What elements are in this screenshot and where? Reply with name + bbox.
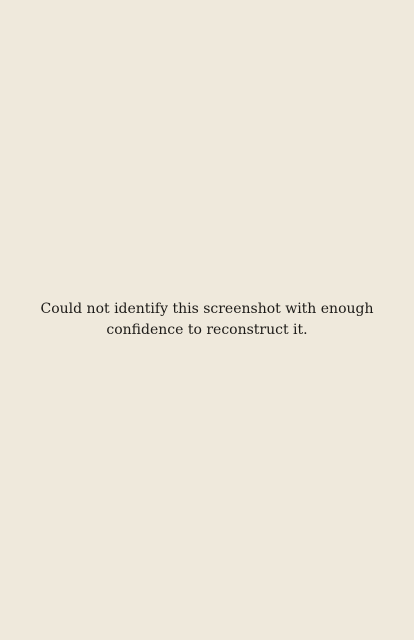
notice-message: Could not identify this screenshot with enough confidence to reconstruct it. (40, 301, 374, 338)
